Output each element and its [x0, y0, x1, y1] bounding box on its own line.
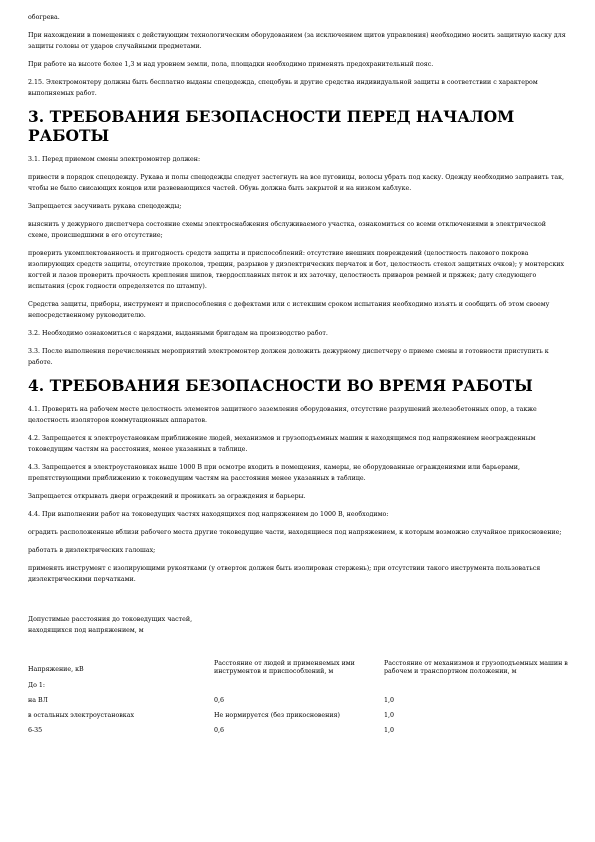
table-header-row: [28, 660, 568, 682]
paragraph: работать в диэлектрических галошах;: [28, 547, 156, 554]
table-row: [28, 727, 568, 742]
paragraph: применять инструмент с изолирующими рукоятками (у отверток должен быть изолирован стержень); при отсутствии такого инструмента пользоваться диэлектрическими перчатками.: [28, 565, 541, 583]
table-cell: 1,0: [384, 727, 395, 734]
paragraph: 3.3. После выполнения перечисленных мероприятий электромонтер должен доложить дежурному диспетчеру о приеме смены и готовности приступить к работе.: [28, 348, 549, 366]
document-page: [28, 12, 568, 742]
table-cell: 0,6: [214, 727, 225, 734]
paragraph: обогрева.: [28, 14, 60, 21]
table-cell: Не нормируется (без прикосновения): [214, 712, 340, 719]
table-cell: [384, 682, 568, 697]
table-caption: [28, 614, 568, 636]
paragraph: При нахождении в помещениях с действующим технологическим оборудованием (за исключением щитов управления) необходимо носить защитную каску для защиты головы от ударов случайными предметами.: [28, 32, 566, 50]
section-heading: 3. ТРЕБОВАНИЯ БЕЗОПАСНОСТИ ПЕРЕД НАЧАЛОМ РАБОТЫ: [28, 107, 515, 145]
table-cell: на ВЛ: [28, 697, 48, 704]
table-cell: в остальных электроустановках: [28, 712, 135, 719]
paragraph: 4.3. Запрещается в электроустановках выше 1000 В при осмотре входить в помещения, камеры, не оборудованные ограждениями или барьерами, препятствующими приближению к токоведущим частям на расстояния менее указанных в таблице.: [28, 464, 520, 482]
table-cell: До 1:: [28, 682, 46, 689]
table-cell: 1,0: [384, 697, 395, 704]
paragraph: 4.4. При выполнении работ на токоведущих частях находящихся под напряжением до 1000 В, необходимо:: [28, 511, 389, 518]
paragraph: привести в порядок спецодежду. Рукава и полы спецодежды следует застегнуть на все пуговицы, волосы убрать под каску. Одежду необходимо заправить так, чтобы не было свисающих концов или развевающихся частей. Обувь должна быть закрытой и на низком каблуке.: [28, 174, 565, 192]
paragraph: 2.15. Электромонтеру должны быть бесплатно выданы спецодежда, спецобувь и другие средства индивидуальной защиты в соответствии с характером выполняемых работ.: [28, 79, 538, 97]
paragraph: проверить укомплектованность и пригодность средств защиты и приспособлений: отсутствие внешних повреждений (целостность лакового покрова изолирующих средств защиты, отсутствие проколов, трещин, разрывов у диэлектрических перчаток и бот, целостность стекол защитных очков); у монтерских когтей и лазов проверить прочность крепления шипов, твердосплавных пяток и их заточку, целостность приваров ремней и пряжек; дату следующего испытания (срок годности определяется по штампу).: [28, 250, 565, 290]
paragraph: 3.1. Перед приемом смены электромонтер должен:: [28, 156, 201, 163]
table-row: [28, 712, 568, 727]
table-header-cell: Расстояние от механизмов и грузоподъемных машин в рабочем и транспортном положении, м: [384, 660, 568, 675]
paragraph: При работе на высоте более 1,3 м над уровнем земли, пола, площадки необходимо применять предохранительный пояс.: [28, 61, 434, 68]
table-row: [28, 682, 568, 697]
paragraph: выяснить у дежурного диспетчера состояние схемы электроснабжения обслуживаемого участка, ознакомиться со всеми отключениями в электрической схеме, происшедшими в его отсутствие;: [28, 221, 546, 239]
section-heading: 4. ТРЕБОВАНИЯ БЕЗОПАСНОСТИ ВО ВРЕМЯ РАБОТЫ: [28, 376, 533, 395]
paragraph: 4.2. Запрещается к электроустановкам приближение людей, механизмов и грузоподъемных машин к находящимся под напряжением неогражденным токоведущим частям на расстояния, менее указанных в таблице.: [28, 435, 536, 453]
table-caption-line: находящихся под напряжением, м: [28, 627, 144, 634]
paragraph: Запрещается засучивать рукава спецодежды;: [28, 203, 182, 210]
paragraph: оградить расположенные вблизи рабочего места другие токоведущие части, находящиеся под напряжением, к которым возможно случайное прикосновение;: [28, 529, 562, 536]
table-header-cell: Расстояние от людей и применяемых ими инструментов и приспособлений, м: [214, 660, 355, 675]
paragraph: 4.1. Проверить на рабочем месте целостность элементов защитного заземления оборудования, отсутствие разрушений железобетонных опор, а также целостность изоляторов коммутационных аппаратов.: [28, 406, 537, 424]
paragraph: 3.2. Необходимо ознакомиться с нарядами, выданными бригадам на производство работ.: [28, 330, 328, 337]
table-caption-line: Допустимые расстояния до токоведущих частей,: [28, 616, 193, 623]
table-cell: 6-35: [28, 727, 43, 734]
paragraph: Средства защиты, приборы, инструмент и приспособления с дефектами или с истекшим сроком испытания необходимо изъять и сообщить об этом своему непосредственному руководителю.: [28, 301, 550, 319]
distance-table: [28, 660, 568, 742]
table-row: [28, 697, 568, 712]
paragraph: Запрещается открывать двери ограждений и проникать за ограждения и барьеры.: [28, 493, 306, 500]
table-cell: 1,0: [384, 712, 395, 719]
table-cell: 0,6: [214, 697, 225, 704]
table-cell: [214, 682, 384, 697]
table-header-cell: Напряжение, кВ: [28, 666, 84, 673]
